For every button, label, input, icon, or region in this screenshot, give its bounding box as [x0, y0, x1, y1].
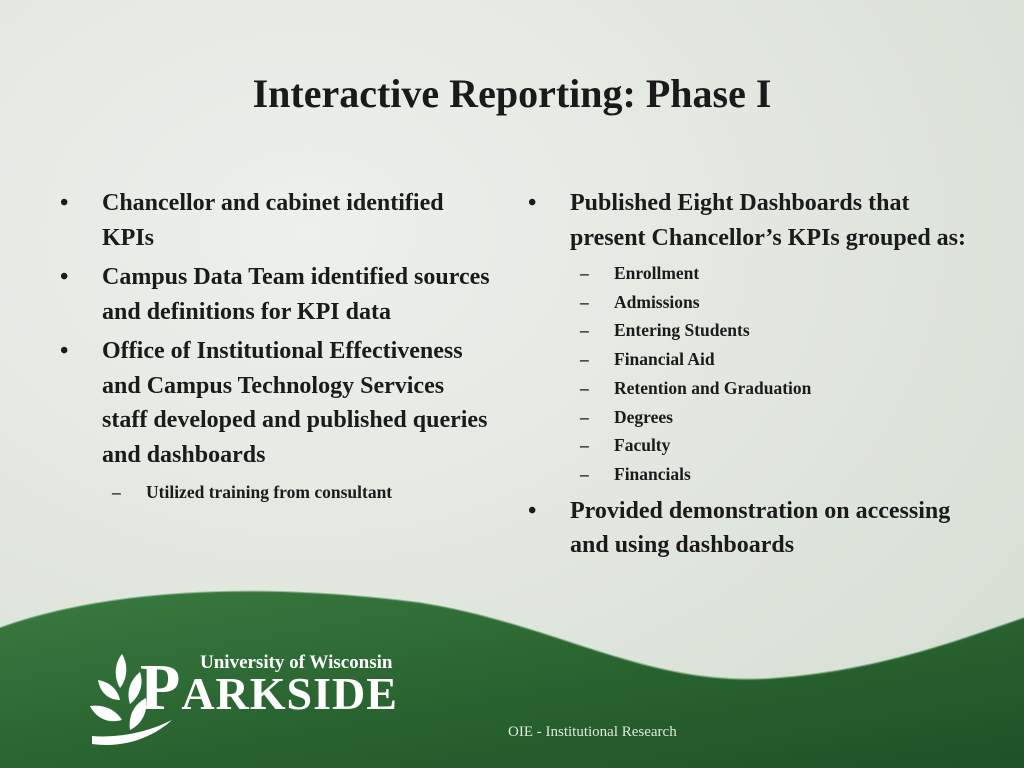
- right-column: [528, 186, 978, 568]
- dash-icon: –: [580, 320, 589, 341]
- bullet-icon: •: [528, 497, 537, 524]
- bullet-text: Office of Institutional Effectiveness and Campus Technology Services staff developed and published queries and dashboards: [102, 338, 488, 468]
- sub-bullet-text: Utilized training from consultant: [146, 482, 393, 502]
- sub-list-item: [570, 259, 978, 288]
- left-bullet-list: [60, 186, 490, 507]
- logo-initial: P: [140, 651, 182, 724]
- list-item: [528, 186, 978, 489]
- sub-bullet-text: Financials: [614, 463, 691, 484]
- bullet-text: Provided demonstration on accessing and using dashboards: [570, 497, 951, 559]
- bullet-text: Chancellor and cabinet identified KPIs: [102, 190, 444, 251]
- logo-wordmark-rest: ARKSIDE: [181, 668, 398, 719]
- list-item: [60, 260, 490, 329]
- sub-bullet-text: Financial Aid: [614, 349, 715, 370]
- sub-bullet-list: [102, 478, 490, 507]
- list-item: [528, 494, 978, 563]
- sub-list-item: [570, 431, 978, 460]
- sub-bullet-list: [570, 259, 978, 489]
- list-item: [60, 186, 490, 255]
- dash-icon: –: [580, 435, 589, 456]
- sub-list-item: [570, 316, 978, 345]
- list-item: [60, 334, 490, 507]
- sub-bullet-text: Admissions: [614, 291, 700, 312]
- dash-icon: –: [580, 463, 589, 484]
- bullet-icon: •: [60, 264, 69, 290]
- sub-list-item: [570, 345, 978, 374]
- bullet-text: Campus Data Team identified sources and definitions for KPI data: [102, 264, 490, 325]
- dash-icon: –: [580, 291, 589, 312]
- dash-icon: –: [580, 263, 589, 283]
- sub-list-item: [570, 374, 978, 403]
- logo-university-line: University of Wisconsin: [200, 652, 393, 673]
- sub-list-item: [570, 288, 978, 317]
- sub-bullet-text: Entering Students: [614, 320, 750, 341]
- sub-list-item: [102, 478, 490, 507]
- right-bullet-list: [528, 186, 978, 563]
- bullet-icon: •: [60, 190, 69, 216]
- dash-icon: –: [580, 406, 589, 427]
- dash-icon: –: [580, 377, 589, 398]
- sub-list-item: [570, 403, 978, 432]
- university-logo: [84, 646, 398, 756]
- footer-label: OIE - Institutional Research: [508, 724, 677, 740]
- bullet-text: Published Eight Dashboards that present Chancellor’s KPIs grouped as:: [570, 190, 966, 251]
- dash-icon: –: [580, 349, 589, 370]
- sub-bullet-text: Faculty: [614, 435, 671, 456]
- sub-bullet-text: Degrees: [614, 406, 673, 427]
- left-column: [60, 186, 490, 512]
- sub-bullet-text: Enrollment: [614, 263, 700, 283]
- logo-wordmark: [140, 650, 398, 726]
- bullet-icon: •: [60, 338, 69, 364]
- sub-bullet-text: Retention and Graduation: [614, 377, 812, 398]
- slide-title: Interactive Reporting: Phase I: [252, 71, 772, 116]
- bullet-icon: •: [528, 190, 537, 216]
- sub-list-item: [570, 460, 978, 489]
- dash-icon: –: [112, 482, 121, 502]
